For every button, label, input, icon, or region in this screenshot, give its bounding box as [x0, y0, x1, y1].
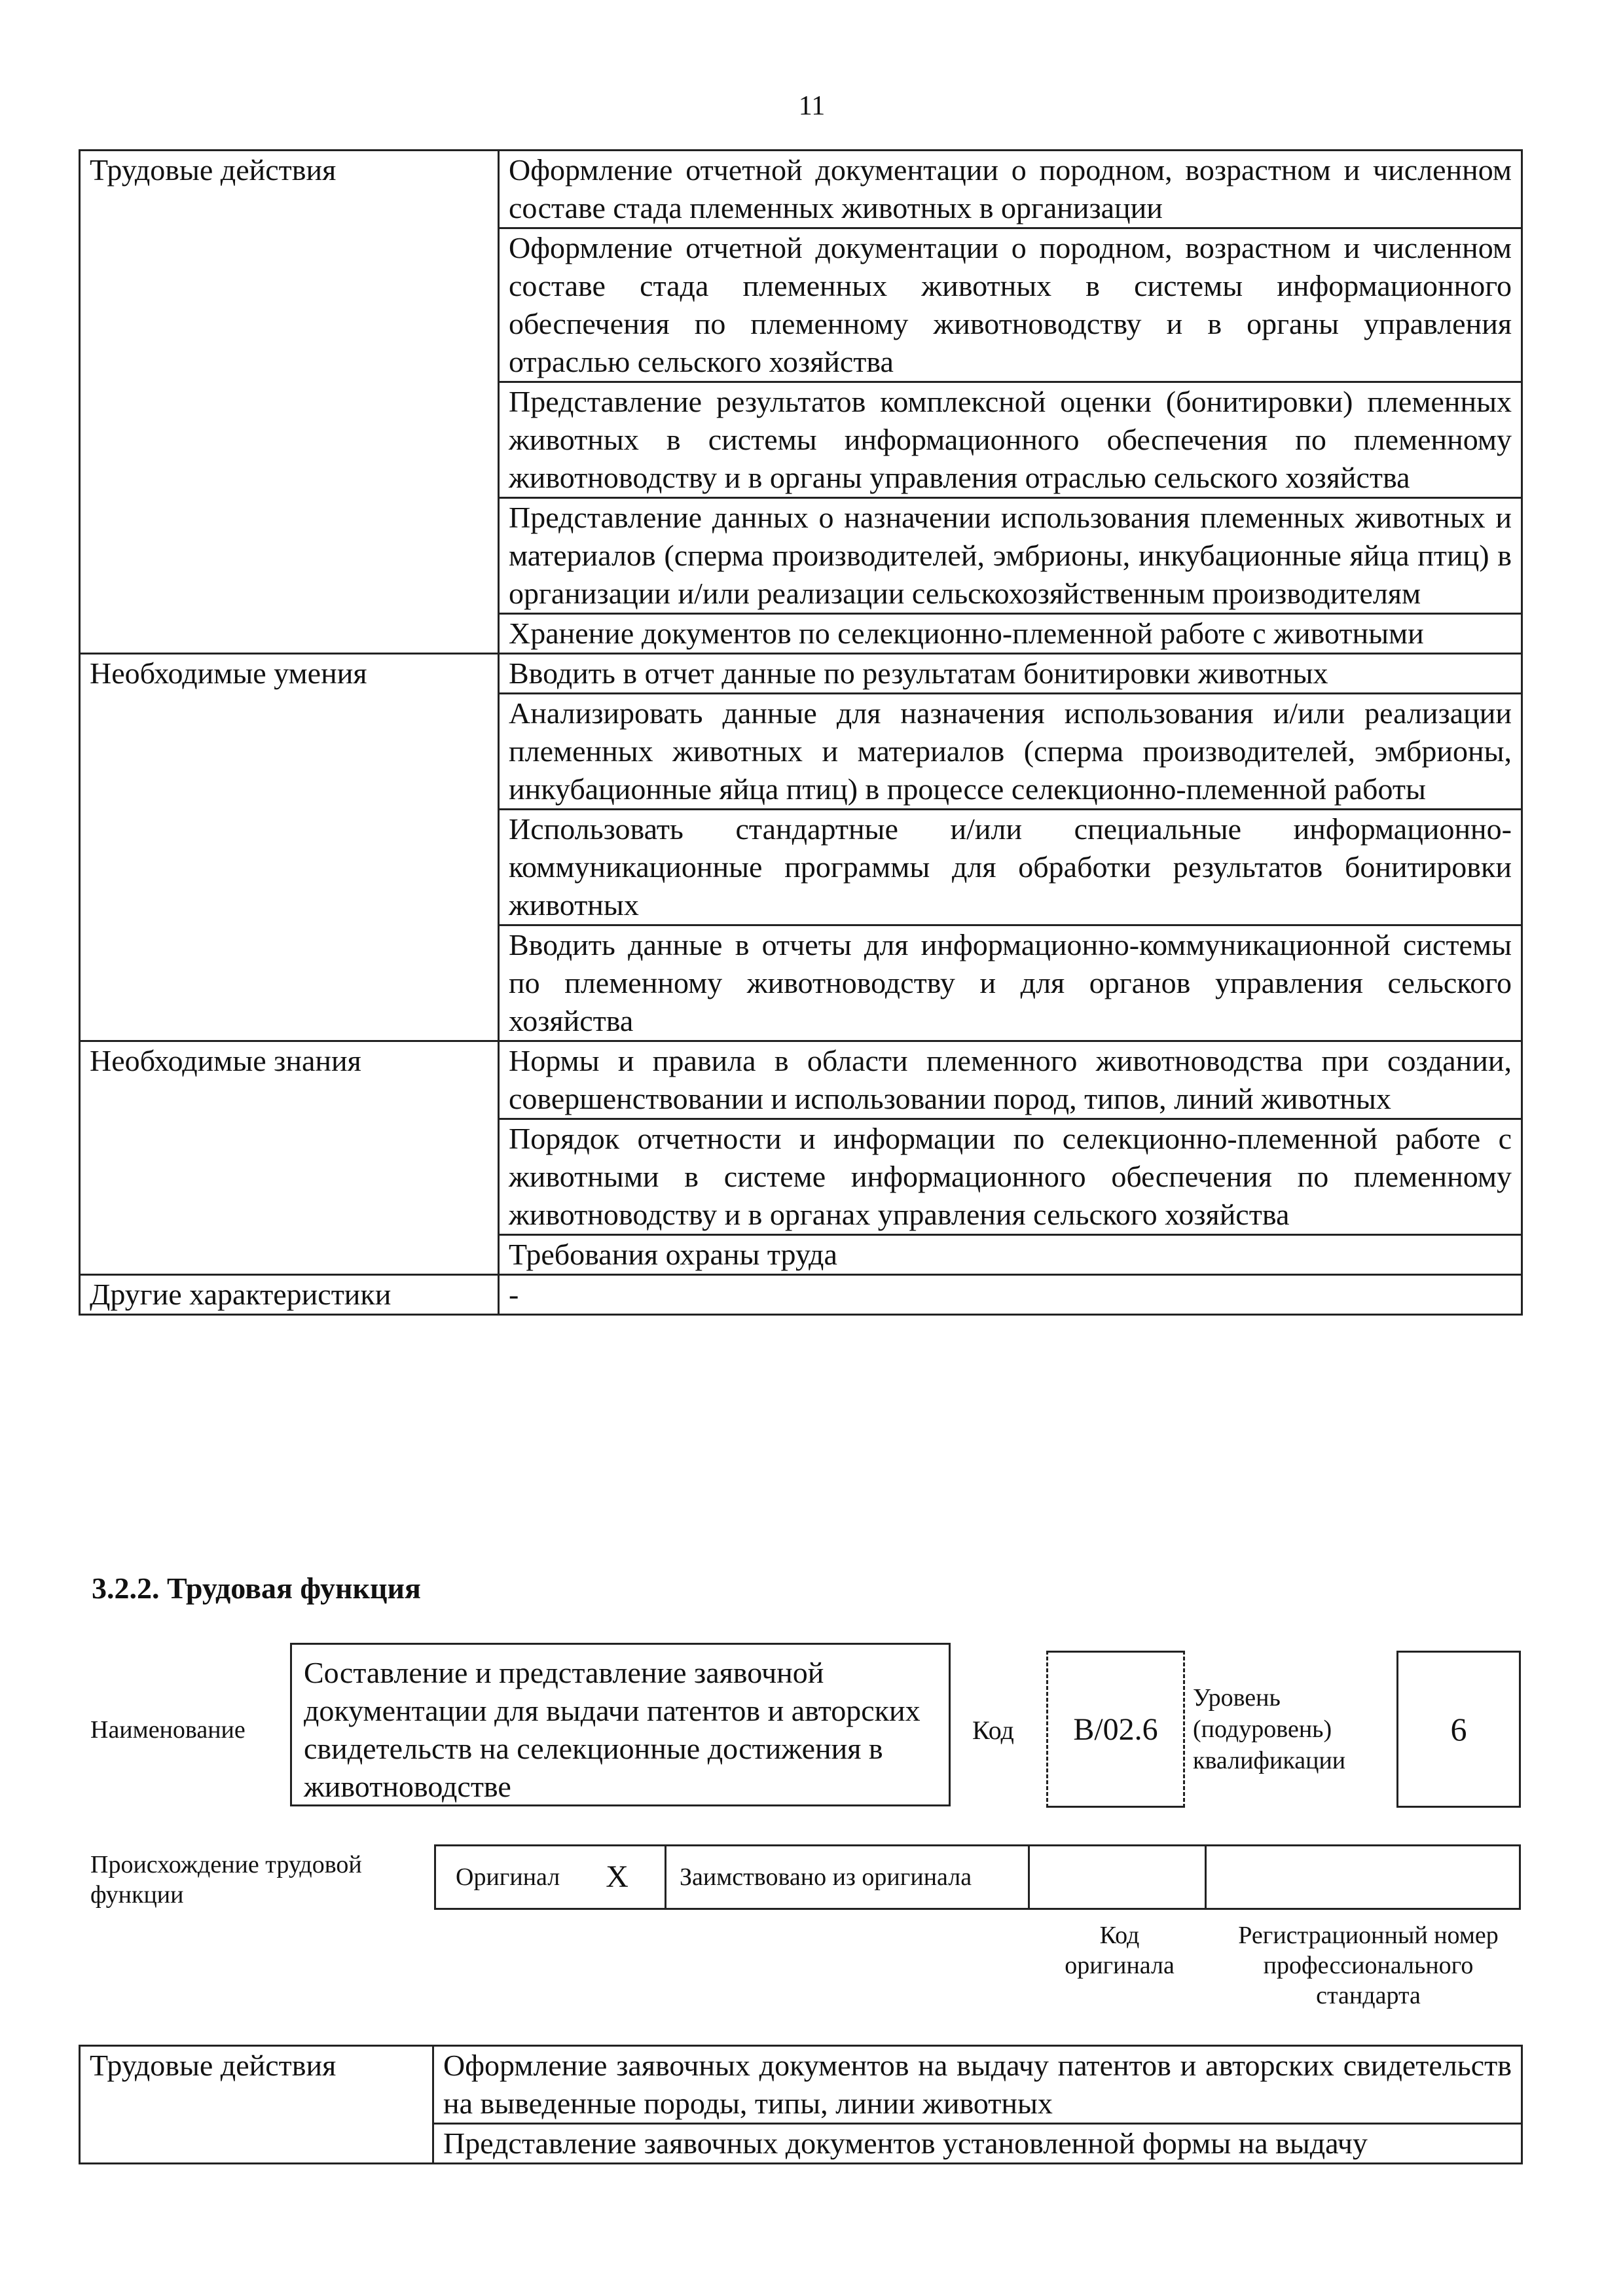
labor-actions-table: [79, 2045, 1523, 2164]
table-cell: Порядок отчетности и информации по селекционно-племенной работе с животными в системе информационного обеспечения по племенному животноводству и в органах управления сельского хозяйства: [499, 1119, 1522, 1235]
registration-number-cell: [1207, 1846, 1519, 1908]
table-row: [80, 1041, 1522, 1119]
code-value-box: B/02.6: [1046, 1651, 1185, 1808]
origin-row: [434, 1844, 1521, 1910]
origin-label: Происхождение трудовой функции: [90, 1851, 362, 1909]
original-mark: X: [606, 1859, 629, 1894]
table-cell: Вводить данные в отчеты для информационно-коммуникационной системы по племенному животноводству и для органов управления сельского хозяйства: [499, 925, 1522, 1041]
table-cell: -: [499, 1275, 1522, 1315]
borrowed-label: Заимствовано из оригинала: [680, 1863, 972, 1891]
original-label: Оригинал: [456, 1863, 560, 1891]
table-row: [80, 2046, 1522, 2124]
table-cell: Требования охраны труда: [499, 1235, 1522, 1275]
original-code-caption: [1031, 1920, 1208, 1981]
labor-function-table: [79, 149, 1523, 1316]
level-label-line-2: (подуровень): [1193, 1715, 1332, 1743]
table-cell: Оформление отчетной документации о породном, возрастном и численном составе стада племенных животных в организации: [499, 151, 1522, 228]
original-cell: [436, 1846, 666, 1908]
row-group-label: Трудовые действия: [80, 151, 499, 654]
row-group-label: Трудовые действия: [80, 2046, 433, 2164]
caption-code-line-2: оригинала: [1065, 1952, 1175, 1979]
registration-number-caption: [1218, 1920, 1519, 2011]
qualification-level-label: [1193, 1682, 1345, 1776]
table-row: [80, 151, 1522, 228]
level-label-line-3: квалификации: [1193, 1747, 1346, 1774]
table-cell: Представление данных о назначении использования племенных животных и материалов (сперма производителей, эмбрионы, инкубационные яйца птиц) в организации и/или реализации сельскохозяйственным производителям: [499, 498, 1522, 614]
table-cell: Представление заявочных документов установленной формы на выдачу: [433, 2124, 1522, 2164]
caption-reg-line-3: стандарта: [1316, 1982, 1421, 2009]
table-row: [80, 1275, 1522, 1315]
name-label: Наименование: [90, 1716, 246, 1744]
caption-reg-line-2: профессионального: [1263, 1952, 1474, 1979]
table-cell: Представление результатов комплексной оценки (бонитировки) племенных животных в системы информационного обеспечения по племенному животноводству и в органы управления отраслью сельского хозяйства: [499, 382, 1522, 498]
table-cell: Хранение документов по селекционно-племенной работе с животными: [499, 614, 1522, 654]
borrowed-cell: [666, 1846, 1030, 1908]
table-cell: Анализировать данные для назначения использования и/или реализации племенных животных и материалов (сперма производителей, эмбрионы, инкубационные яйца птиц) в процессе селекционно-племенной работы: [499, 694, 1522, 810]
code-label: Код: [972, 1715, 1014, 1745]
caption-reg-line-1: Регистрационный номер: [1238, 1922, 1499, 1949]
table-cell: Нормы и правила в области племенного животноводства при создании, совершенствовании и использовании пород, типов, линий животных: [499, 1041, 1522, 1119]
level-label-line-1: Уровень: [1193, 1684, 1281, 1712]
original-code-cell: [1030, 1846, 1207, 1908]
row-group-label: Другие характеристики: [80, 1275, 499, 1315]
table-cell: Вводить в отчет данные по результатам бонитировки животных: [499, 654, 1522, 694]
table-cell: Использовать стандартные и/или специальные информационно-коммуникационные программы для обработки результатов бонитировки животных: [499, 810, 1522, 925]
section-heading: 3.2.2. Трудовая функция: [92, 1571, 421, 1605]
table-cell: Оформление отчетной документации о породном, возрастном и численном составе стада племенных животных в системы информационного обеспечения по племенному животноводству и в органы управления отраслью сельского хозяйства: [499, 228, 1522, 382]
table-row: [80, 654, 1522, 694]
function-name-box: Составление и представление заявочной документации для выдачи патентов и авторских свидетельств на селекционные достижения в животноводстве: [290, 1643, 951, 1806]
table-cell: Оформление заявочных документов на выдачу патентов и авторских свидетельств на выведенные породы, типы, линии животных: [433, 2046, 1522, 2124]
row-group-label: Необходимые умения: [80, 654, 499, 1041]
qualification-level-box: 6: [1396, 1651, 1521, 1808]
row-group-label: Необходимые знания: [80, 1041, 499, 1275]
caption-code-line-1: Код: [1099, 1922, 1140, 1949]
page-number: 11: [798, 91, 826, 121]
